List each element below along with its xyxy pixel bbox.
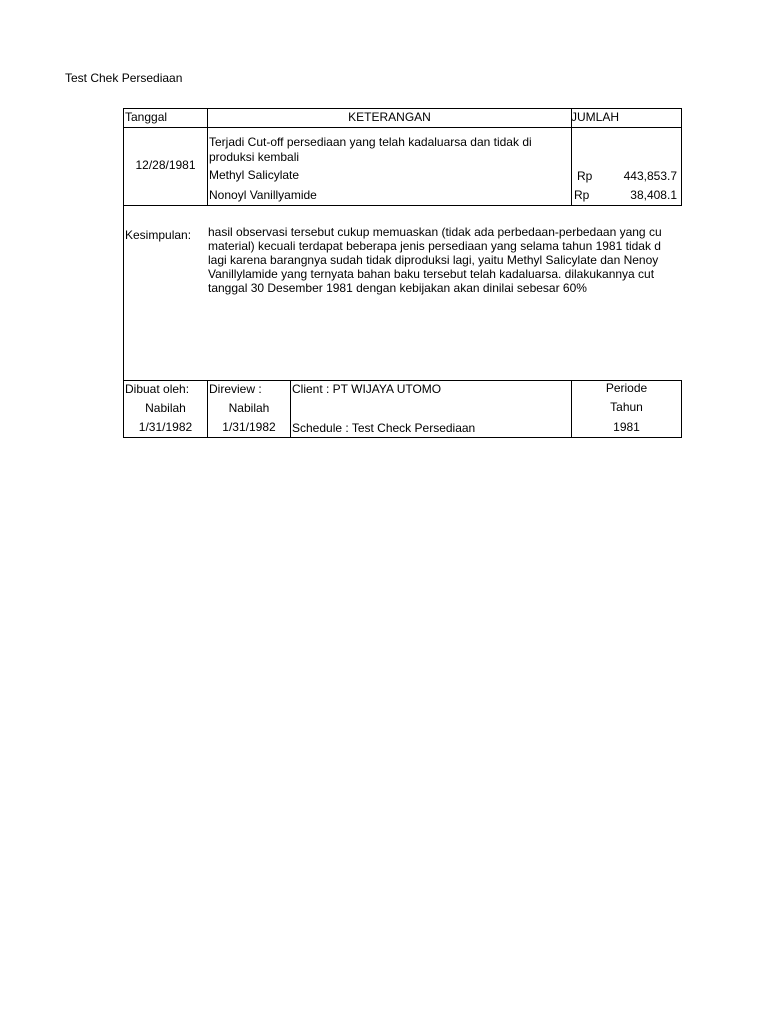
header-description: KETERANGAN [348, 110, 431, 124]
conclusion-line-1: hasil observasi tersebut cukup memuaskan (tidak ada perbedaan-perbedaan yang cu [208, 225, 662, 239]
period-year: 1981 [613, 420, 640, 434]
made-by-label: Dibuat oleh: [125, 382, 190, 396]
entry-description-line1: Terjadi Cut-off persediaan yang telah kadaluarsa dan tidak di [209, 135, 532, 149]
item-amount-1: 443,853.7 [623, 169, 677, 183]
conclusion-left-border [123, 206, 124, 381]
item-name-2: Nonoyl Vanillyamide [209, 188, 317, 202]
footer-divider-2 [290, 380, 291, 438]
schedule-name: Schedule : Test Check Persediaan [292, 421, 476, 435]
conclusion-line-5: tanggal 30 Desember 1981 dengan kebijakan akan dinilai sebesar 60% [208, 281, 587, 295]
item-currency-2: Rp [574, 188, 590, 202]
made-by-name: Nabilah [145, 401, 186, 415]
conclusion-text [208, 225, 682, 295]
item-currency-1: Rp [577, 169, 593, 183]
conclusion-line-3: lagi karena barangnya sudah tidak diproduksi lagi, yaitu Methyl Salicylate dan Nenoy [208, 253, 659, 267]
header-date: Tanggal [125, 110, 168, 124]
reviewed-name: Nabilah [228, 401, 270, 415]
item-name-1: Methyl Salicylate [209, 168, 300, 182]
client-name: Client : PT WIJAYA UTOMO [292, 382, 442, 396]
entry-date: 12/28/1981 [135, 158, 196, 172]
conclusion-line-2: material) kecuali terdapat beberapa jenis persediaan yang selama tahun 1981 tidak d [208, 239, 661, 253]
reviewed-label: Direview : [209, 382, 262, 396]
made-by-date: 1/31/1982 [138, 420, 193, 434]
period-label: Periode [605, 381, 648, 395]
reviewed-date: 1/31/1982 [222, 420, 276, 434]
period-year-label: Tahun [610, 400, 643, 414]
entry-description-line2: produksi kembali [209, 150, 300, 164]
header-amount: JUMLAH [571, 110, 620, 124]
conclusion-line-4: Vanillylamide yang ternyata bahan baku tersebut telah kadaluarsa. dilakukannya cut [208, 267, 655, 281]
item-amount-2: 38,408.1 [630, 188, 677, 202]
document-title: Test Chek Persediaan [65, 71, 183, 85]
conclusion-label: Kesimpulan: [125, 228, 192, 242]
